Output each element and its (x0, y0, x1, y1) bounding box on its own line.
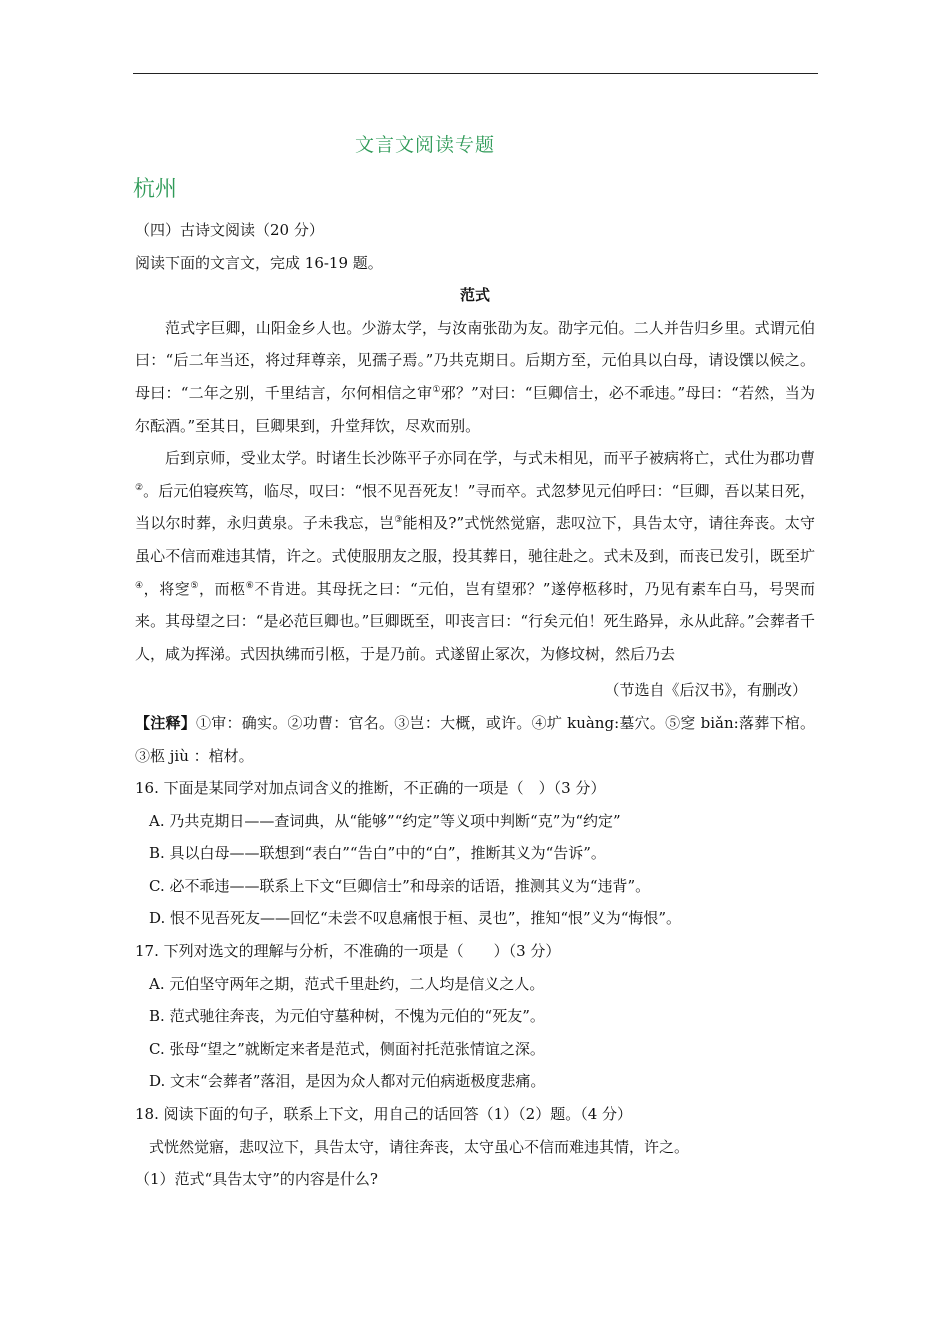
document-body (135, 214, 815, 1196)
question-17-option-a: A. 元伯坚守两年之期，范式千里赴约，二人均是信义之人。 (149, 974, 545, 993)
p2-text: ，将窆 (143, 579, 191, 598)
question-18-stem: 18. 阅读下面的句子，联系上下文，用自己的话回答（1）（2）题。（4 分） (135, 1105, 633, 1124)
footnote-mark: ① (432, 384, 441, 395)
passage-paragraph-2 (135, 442, 815, 670)
question-18-sub-1: （1）范式“具告太守”的内容是什么? (135, 1170, 378, 1189)
section-heading: （四）古诗文阅读（20 分） (135, 221, 324, 239)
p2-text: ，而柩 (198, 579, 246, 598)
notes-label: 【注释】 (135, 713, 197, 732)
p1-text-rest: 邪？”对曰：“巨卿信士，必不乖违。”母曰：“若然，当为尔酝酒。”至其日，巨卿果到，升堂拜饮，尽欢而别。 (135, 383, 815, 435)
question-17-option-b: B. 范式驰往奔丧，为元伯守墓种树，不愧为元伯的“死友”。 (149, 1007, 545, 1026)
question-16-option-b: B. 具以白母——联想到“表白”“告白”中的“白”，推断其义为“告诉”。 (149, 844, 606, 863)
question-18-quote: 式恍然觉寤，悲叹泣下，具告太守，请往奔丧，太守虽心不信而难违其情，许之。 (149, 1137, 690, 1156)
p2-text: 能相及?”式恍然觉寤，悲叹泣下，具告太守，请往奔丧。太守虽心不信而难违其情，许之。式使服朋友之服，投其葬日，驰往赴之。式未及到，而丧已发引，既至圹 (135, 514, 815, 565)
page-title: 文言文阅读专题 (354, 134, 495, 156)
question-17-stem: 17. 下列对选文的理解与分析，不准确的一项是（ ）（3 分） (135, 942, 561, 961)
footnote-mark: ③ (394, 515, 403, 526)
instruction: 阅读下面的文言文，完成 16-19 题。 (135, 253, 383, 272)
notes-text: ①审：确实。②功曹：官名。③岂：大概，或许。④圹 kuàng:墓穴。⑤窆 biǎn:落葬下棺。③柩 jiù ：棺材。 (135, 713, 815, 765)
footnote-mark: ④ (135, 580, 144, 591)
p2-text: 后到京师，受业太学。时诸生长沙陈平子亦同在学，与式未相见，而平子被病将亡，式仕为郡功曹 (165, 449, 815, 468)
passage-source: （节选自《后汉书》，有删改） (604, 681, 807, 700)
city-heading: 杭州 (133, 177, 178, 202)
passage-paragraph-1 (135, 312, 815, 442)
notes (135, 707, 815, 772)
question-16-option-d: D. 恨不见吾死友——回忆“未尝不叹息痛恨于桓、灵也”，推知“恨”义为“悔恨”。 (149, 909, 682, 928)
footnote-mark: ⑤ (190, 580, 199, 591)
question-17-option-d: D. 文末“会葬者”落泪，是因为众人都对元伯病逝极度悲痛。 (149, 1072, 546, 1091)
top-rule (133, 73, 818, 74)
passage-title: 范式 (459, 286, 490, 305)
p2-text: 。后元伯寝疾笃，临尽，叹曰：“恨不见吾死友！”寻而卒。式忽梦见元伯呼曰：“巨卿，吾以某日死，当以尔时葬，永归黄泉。子未我忘，岂 (135, 481, 815, 533)
question-16-option-c: C. 必不乖违——联系上下文“巨卿信士”和母亲的话语，推测其义为“违背”。 (149, 876, 651, 895)
question-17-option-c: C. 张母“望之”就断定来者是范式，侧面衬托范张情谊之深。 (149, 1039, 545, 1058)
footnote-mark: ② (135, 482, 144, 493)
question-16-stem: 16. 下面是某同学对加点词含义的推断，不正确的一项是（ ）（3 分） (135, 779, 606, 798)
footnote-mark: ⑥ (245, 580, 255, 591)
question-16-option-a: A. 乃共克期日——查词典，从“能够”“约定”等义项中判断“克”为“约定” (149, 811, 621, 830)
p2-text: 不肯进。其母抚之曰：“元伯，岂有望邪？”遂停柩移时，乃见有素车白马，号哭而来。其母望之曰：“是必范巨卿也。”巨卿既至，叩丧言曰：“行矣元伯！死生路异，永从此辞。”会葬者千人，咸为挥涕。式因执绋而引柩，于是乃前。式遂留止冢次，为修坟树，然后乃去 (135, 579, 815, 663)
p1-text: 范式字巨卿，山阳金乡人也。少游太学，与汝南张劭为友。劭字元伯。二人并告归乡里。式谓元伯曰：“后二年当还，将过拜尊亲，见孺子焉。”乃共克期日。后期方至，元伯具以白母，请设馔以候之。母曰：“二年之别，千里结言，尔何相信之审 (135, 318, 815, 402)
